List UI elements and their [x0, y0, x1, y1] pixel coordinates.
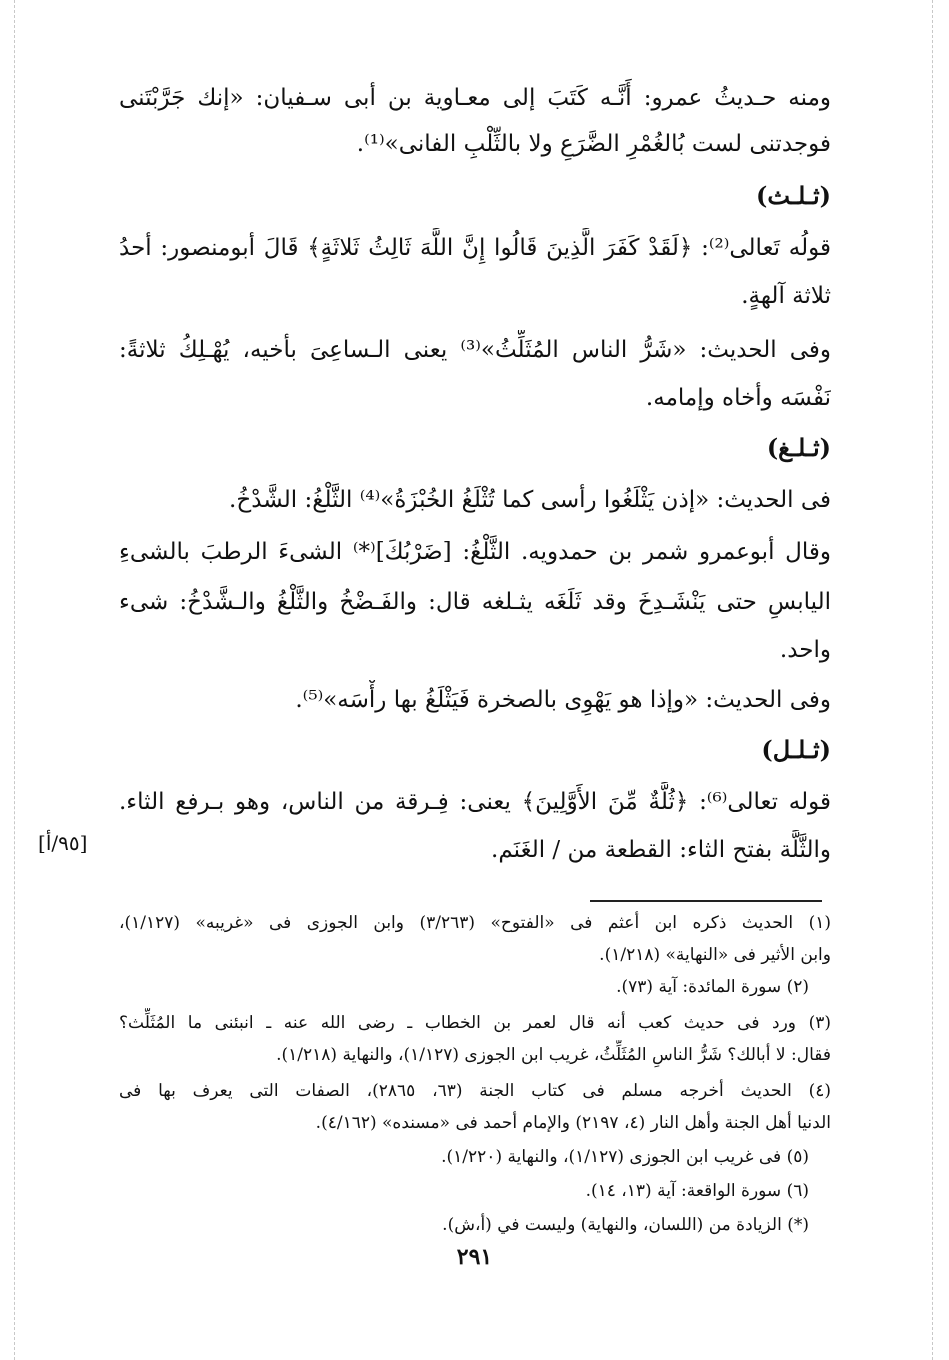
section-heading: (ثـلـل) — [761, 735, 831, 764]
footnote-line: (٤) الحديث أخرجه مسلم فى كتاب الجنة (٦٣، ٢٨٦٥)، الصفات التى يعرف بها فى — [119, 1081, 831, 1101]
scan-edge-right — [932, 0, 934, 1360]
text-line: وفى الحديث: «وإذا هو يَهْوِى بالصخرة فَيَثْلَغُ بها رأْسَه»⁽⁵⁾. — [295, 687, 831, 713]
text-line: والثَّلَّة بفتح الثاء: القطعة من / الغَنَم. — [491, 837, 831, 863]
text-line: فى الحديث: «إذن يَثْلَغُوا رأسى كما تُثْلَغُ الخُبْزَةُ»⁽⁴⁾ الثَّلْغُ: الشَّدْخُ. — [229, 487, 831, 513]
scan-edge-left — [14, 0, 16, 1360]
text-line: واحد. — [779, 637, 831, 663]
footnote-line: فقال: لا أبالك؟ شَرُّ الناسِ المُثَلِّثُ، غريب ابن الجوزى (١/١٢٧)، والنهاية (١/٢١٨). — [276, 1045, 831, 1065]
text-line: قولُه تَعالى⁽²⁾: ﴿لَقَدْ كَفَرَ الَّذِينَ قَالُوا إِنَّ اللَّهَ ثَالِثُ ثَلاثَةٍ﴾ قَالَ أبومنصور: أحدُ — [119, 235, 831, 261]
footnote-line: (٦) سورة الواقعة: آية (١٣، ١٤). — [585, 1181, 809, 1201]
text-line: نَفْسَه وأخاه وإمامه. — [645, 385, 831, 411]
text-line: وقال أبوعمرو شمر بن حمدويه. الثَّلْغُ: [ضَرْبُكَ]⁽*⁾ الشىءَ الرطبَ بالشىءِ — [119, 539, 831, 565]
text-line: ثلاثة آلهةٍ. — [741, 283, 831, 309]
footnote-line: (*) الزيادة من (اللسان، والنهاية) وليست في (أ،ش). — [442, 1215, 809, 1235]
section-heading: (ثـلـغ) — [766, 433, 831, 462]
text-line: ومنه حـديثُ عمرو: أَنَّـه كَتَبَ إلى معـاوية بن أبى سـفيان: «إنك جَرَّبْتَنى — [119, 85, 831, 111]
text-line: قوله تعالى⁽⁶⁾: ﴿ثُلَّةٌ مِّنَ الأَوَّلِينَ﴾ يعنى: فِـرقة من الناس، وهو بـرفع الثاء. — [119, 789, 831, 815]
text-line: اليابسِ حتى يَنْشَـدِخَ وقد ثَلَغَه يثـلغه قال: والفَـضْخُ والثَّلْغُ والـشَّدْخُ: شىء — [119, 589, 831, 615]
section-heading: (ثـلـث) — [756, 181, 831, 210]
text-line: وفى الحديث: «شَرُّ الناس المُثَلِّثُ»⁽³⁾ يعنى الـساعِىَ بأخيه، يُهْـلِكُ ثلاثةً: — [119, 337, 831, 363]
footnote-line: (٢) سورة المائدة: آية (٧٣). — [616, 977, 809, 997]
margin-folio-reference: [٩٥/أ] — [38, 831, 88, 855]
footnote-line: (٥) فى غريب ابن الجوزى (١/١٢٧)، والنهاية (١/٢٢٠). — [441, 1147, 809, 1167]
footnote-line: وابن الأثير فى «النهاية» (١/٢١٨). — [599, 945, 831, 965]
page-number: ٢٩١ — [456, 1244, 493, 1270]
footnote-line: الدنيا أهل الجنة وأهل النار (٤، ٢١٩٧) والإمام أحمد فى «مسنده» (٤/١٦٢). — [315, 1113, 831, 1133]
footnote-line: (٣) ورد فى حديث كعب أنه قال لعمر بن الخطاب ـ رضى الله عنه ـ انبئنى ما المُثَلِّث؟ — [119, 1013, 831, 1033]
text-line: فوجدتنى لست بُالغُمْرِ الضَّرَعِ ولا بالثِّلْبِ الفانى»⁽¹⁾. — [356, 131, 831, 157]
footnote-line: (١) الحديث ذكره ابن أعثم فى «الفتوح» (٣/٢٦٣) وابن الجوزى فى «غريبه» (١/١٢٧)، — [119, 913, 831, 933]
footnote-separator — [590, 900, 822, 902]
